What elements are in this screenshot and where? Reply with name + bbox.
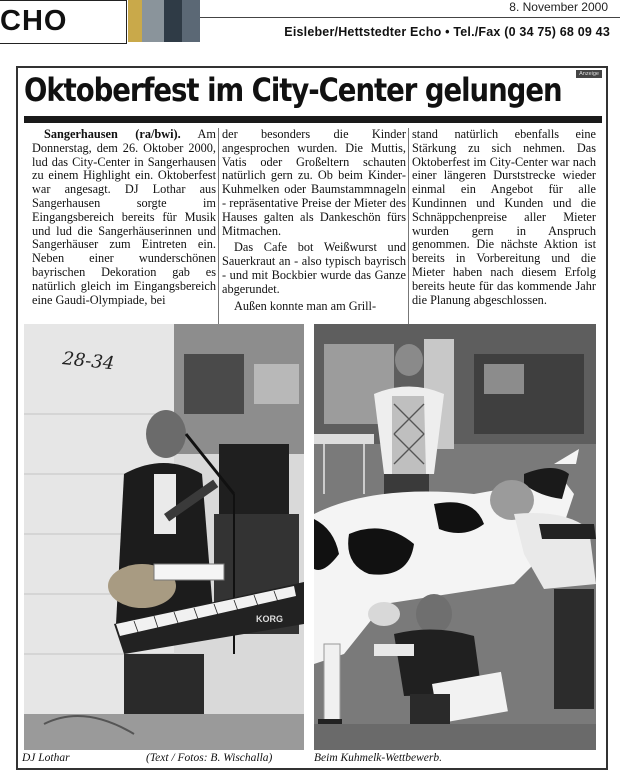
col2-paragraph-2: Das Cafe bot Weißwurst und Sauerkraut an - also typisch bayrisch - und mit Bockbier wurde das Ganze abgerundet. [222, 240, 406, 296]
masthead [0, 0, 620, 50]
col3-paragraph-1: stand natürlich ebenfalls eine Stärkung zu sich nehmen. Das Oktoberfest im City-Center war nach einer längeren Durststrecke wieder einmal ein Angebot für alle Kundinnen und Kunden und die Schnäppchenpreise aller Mieter wurden gern in Anspruch genommen. Die nächste Aktion ist bereits in Vorbereitung und die Mieter haben nach diesem Erfolg bereits heute für das kommende Jahr die Planung abgeschlossen. [412, 127, 596, 307]
masthead-logo: CHO [0, 5, 68, 37]
column-3 [412, 128, 596, 307]
dateline: Sangerhausen (ra/bwi). [44, 127, 181, 141]
photo-dj-illustration [24, 324, 304, 750]
keyboard-brand: KORG [256, 614, 283, 624]
column-2 [222, 128, 406, 313]
caption-credit: (Text / Fotos: B. Wischalla) [146, 752, 273, 764]
column-1 [32, 128, 216, 307]
ad-badge: Anzeige [576, 70, 602, 78]
wall-number: 28-34 [61, 348, 116, 375]
stripe-grey [142, 0, 164, 42]
col2-paragraph-3: Außen konnte man am Grill- [234, 298, 377, 313]
col2-paragraph-1: der besonders die Kinder angesprochen wurden. Die Muttis, Vatis oder Großeltern schauten natürlich gern zu. Ob beim Kinder-Kuhmelken oder Baumstammnageln - repräsentative Preise der Mieter des Hauses galten als Dankeschön fürs Mitmachen. [222, 127, 406, 238]
stripe-gold [128, 0, 142, 42]
masthead-color-stripes [128, 0, 200, 42]
caption-cow: Beim Kuhmelk-Wettbewerb. [314, 752, 442, 764]
headline: Oktoberfest im City-Center gelungen [24, 71, 562, 109]
headline-rule [24, 116, 602, 123]
masthead-rule [200, 17, 620, 18]
article-box [16, 66, 608, 770]
caption-dj: DJ Lothar [22, 752, 70, 764]
col1-text: Am Donnerstag, dem 26. Oktober 2000, lud das City-Center in Sangerhausen zu einem Highlight ein. Oktoberfest war angesagt. DJ Lothar aus Sangerhausen sorgte im Eingangsbereich bereits für Musik und lud die Sangerhäuserinnen und Sangerhäuser zum Eintreten ein. Neben einer wunderschönen bayrischen Dekoration gab es natürlich gleich im Eingangsbereich eine Gaudi-Olympiade, bei [32, 127, 216, 307]
photo-dj-lothar [24, 324, 304, 750]
col1-paragraph [32, 128, 216, 307]
issue-date: 8. November 2000 [509, 0, 608, 14]
stripe-dark [164, 0, 182, 42]
masthead-contact-line: Eisleber/Hettstedter Echo • Tel./Fax (0 34 75) 68 09 43 [284, 25, 610, 39]
stripe-slate [182, 0, 200, 42]
photo-cow-milking [314, 324, 596, 750]
photo-cow-illustration [314, 324, 596, 750]
masthead-logo-box [0, 0, 127, 44]
